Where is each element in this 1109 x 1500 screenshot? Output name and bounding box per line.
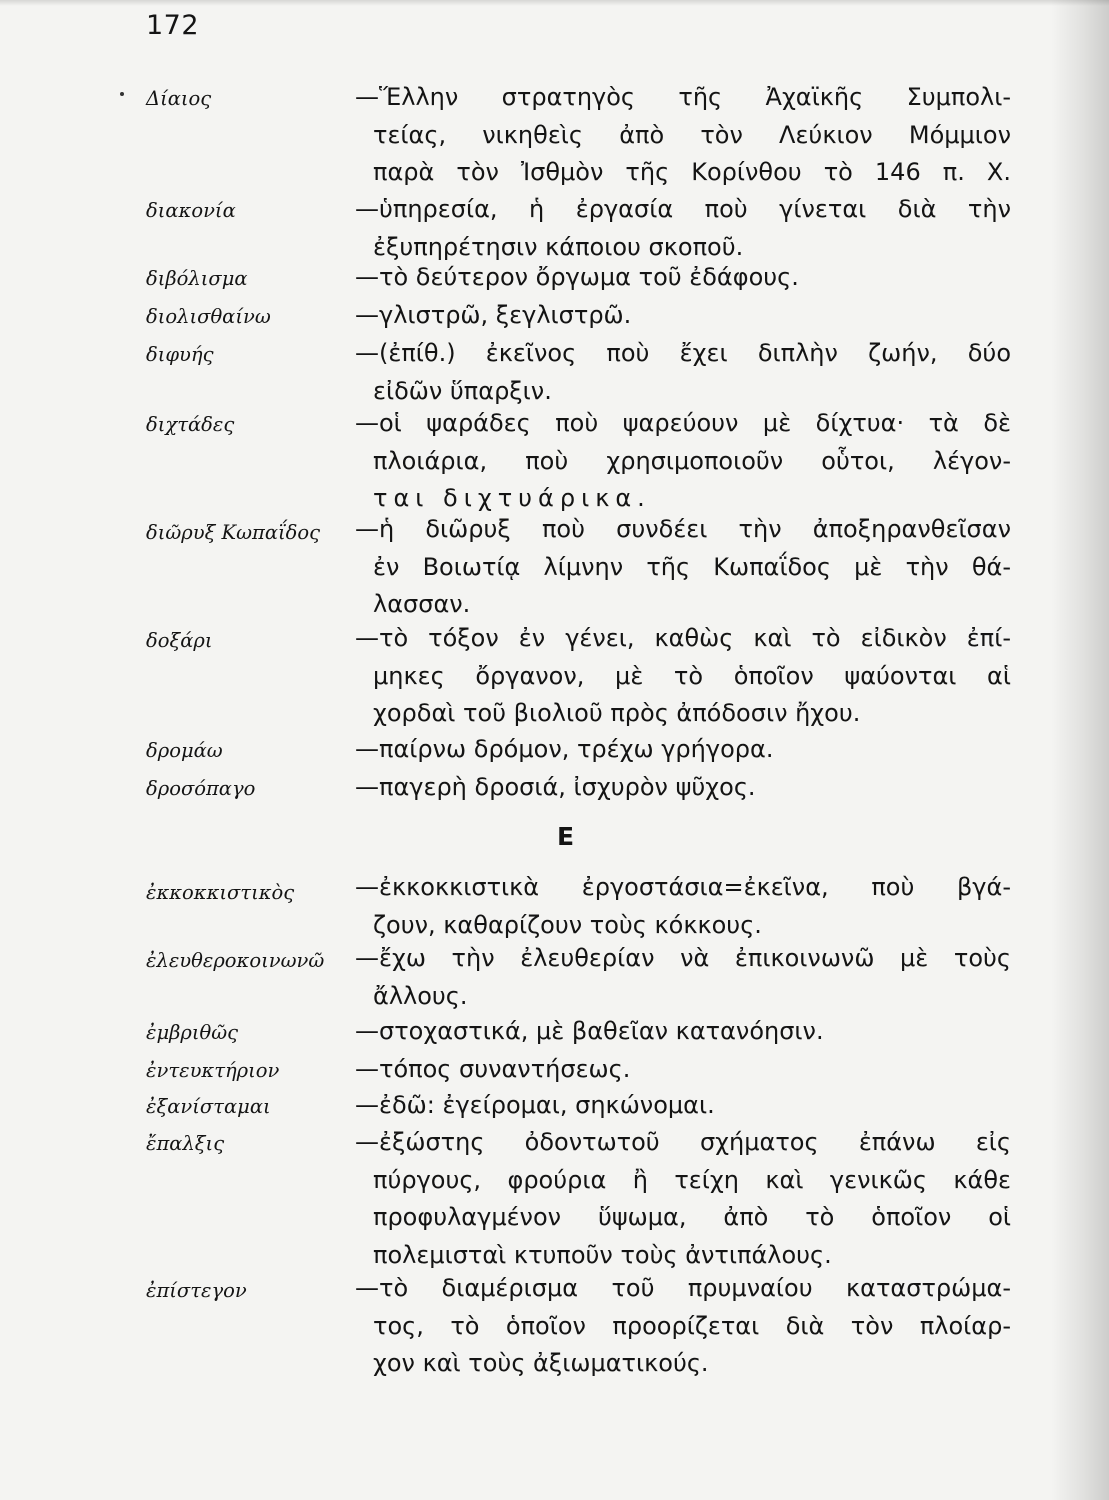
definition-line: —ἔχω τὴν ἐλευθερίαν νὰ ἐπικοινωνῶ μὲ τοὺς (355, 944, 1011, 972)
entry-term: ἐμβριθῶς (146, 1021, 239, 1044)
definition-line: πλοιάρια, ποὺ χρησιμοποιοῦν οὗτοι, λέγον- (373, 446, 1011, 475)
definition-line: ἄλλους. (373, 981, 468, 1010)
entry-term: ἐντευκτήριον (146, 1059, 280, 1082)
definition-line: —τόπος συναντήσεως. (355, 1055, 631, 1083)
definition-line: χορδαὶ τοῦ βιολιοῦ πρὸς ἀπόδοσιν ἤχου. (373, 699, 861, 727)
definition-line: τείας, νικηθεὶς ἀπὸ τὸν Λεύκιον Μόμμιον (373, 120, 1011, 149)
definition-line: λασσαν. (373, 590, 471, 618)
entry-definition (355, 259, 1011, 297)
entry-definition (355, 1270, 1011, 1383)
entry-term: διβόλισμα (146, 267, 248, 290)
definition-line: ζουν, καθαρίζουν τοὺς κόκκους. (373, 910, 762, 939)
entry-term: διχτάδες (146, 413, 235, 436)
scan-top-shadow (0, 0, 1109, 6)
entry-definition (355, 297, 1011, 335)
entry-term: διφυής (146, 343, 214, 366)
entry-definition (355, 79, 1011, 192)
definition-line: —ἐδῶ: ἐγείρομαι, σηκώνομαι. (355, 1091, 715, 1119)
section-heading: Ε (557, 822, 575, 851)
definition-line: ἐξυπηρέτησιν κάποιου σκοποῦ. (373, 232, 744, 261)
stray-mark (120, 92, 124, 96)
entry-definition (355, 620, 1011, 733)
definition-line: προφυλαγμένον ὕψωμα, ἀπὸ τὸ ὁποῖον οἱ (373, 1203, 1011, 1231)
entry-definition (355, 335, 1011, 410)
entry-term: ἐξανίσταμαι (146, 1095, 271, 1118)
entry-term: ἔπαλξις (146, 1132, 225, 1155)
definition-line: μηκες ὄργανον, μὲ τὸ ὁποῖον ψαύονται αἱ (373, 661, 1011, 690)
definition-line: —οἱ ψαράδες ποὺ ψαρεύουν μὲ δίχτυα· τὰ δὲ (355, 409, 1011, 437)
definition-line: —παίρνω δρόμον, τρέχω γρήγορα. (355, 735, 774, 763)
entry-term: διῶρυξ Κωπαΐδος (146, 521, 321, 544)
definition-line: χον καὶ τοὺς ἀξιωματικούς. (373, 1349, 709, 1377)
definition-line: —τὸ τόξον ἐν γένει, καθὼς καὶ τὸ εἰδικὸν ἐπί- (355, 624, 1011, 652)
definition-line: —ἐξώστης ὀδοντωτοῦ σχήματος ἐπάνω εἰς (355, 1128, 1011, 1156)
definition-line: —ὑπηρεσία, ἡ ἐργασία ποὺ γίνεται διὰ τὴν (355, 195, 1011, 223)
definition-line: εἰδῶν ὕπαρξιν. (373, 376, 552, 405)
definition-line: παρὰ τὸν Ἰσθμὸν τῆς Κορίνθου τὸ 146 π. Χ. (373, 158, 1011, 186)
definition-line: —(ἐπίθ.) ἐκεῖνος ποὺ ἔχει διπλὴν ζωήν, δύο (355, 339, 1011, 367)
entry-definition (355, 731, 1011, 769)
entry-definition (355, 405, 1011, 518)
definition-line: πολεμισταὶ κτυποῦν τοὺς ἀντιπάλους. (373, 1240, 832, 1269)
entry-definition (355, 1087, 1011, 1125)
entry-term: διολισθαίνω (146, 305, 271, 328)
definition-line: —ἐκκοκκιστικὰ ἐργοστάσια=ἐκεῖνα, ποὺ βγά- (355, 873, 1011, 901)
entry-term: Δίαιος (146, 87, 212, 110)
definition-line: —στοχαστικά, μὲ βαθεῖαν κατανόησιν. (355, 1017, 824, 1045)
definition-line: ται διχτυάρικα. (373, 484, 651, 512)
entry-term: ἐκκοκκιστικὸς (146, 881, 295, 904)
definition-line: —τὸ διαμέρισμα τοῦ πρυμναίου καταστρώμα- (355, 1274, 1011, 1302)
entry-definition (355, 191, 1011, 266)
entry-term: δοξάρι (146, 629, 213, 652)
entry-definition (355, 769, 1011, 807)
entry-definition (355, 869, 1011, 944)
definition-line: —Ἕλλην στρατηγὸς τῆς Ἀχαϊκῆς Συμπολι- (355, 83, 1011, 111)
scan-binding-shadow (1051, 0, 1109, 1500)
definition-line: πύργους, φρούρια ἢ τείχη καὶ γενικῶς κάθε (373, 1165, 1011, 1194)
entry-definition (355, 940, 1011, 1015)
definition-line: —ἡ διῶρυξ ποὺ συνδέει τὴν ἀποξηρανθεῖσαν (355, 515, 1011, 543)
definition-line: ἐν Βοιωτίᾳ λίμνην τῆς Κωπαΐδος μὲ τὴν θά- (373, 552, 1011, 581)
entry-term: ἐλευθεροκοινωνῶ (146, 949, 325, 972)
entry-definition (355, 511, 1011, 624)
page-number: 172 (146, 10, 200, 41)
definition-line: —τὸ δεύτερον ὄργωμα τοῦ ἐδάφους. (355, 263, 799, 291)
entry-term: δρομάω (146, 739, 223, 762)
entry-term: ἐπίστεγον (146, 1279, 247, 1302)
definition-line: τος, τὸ ὁποῖον προορίζεται διὰ τὸν πλοίαρ- (373, 1311, 1011, 1340)
entry-definition (355, 1013, 1011, 1051)
entry-definition (355, 1051, 1011, 1089)
definition-line: —παγερὴ δροσιά, ἰσχυρὸν ψῦχος. (355, 773, 756, 801)
entry-term: διακονία (146, 199, 236, 222)
entry-definition (355, 1124, 1011, 1274)
entry-term: δροσόπαγο (146, 777, 256, 800)
definition-line: —γλιστρῶ, ξεγλιστρῶ. (355, 301, 632, 329)
